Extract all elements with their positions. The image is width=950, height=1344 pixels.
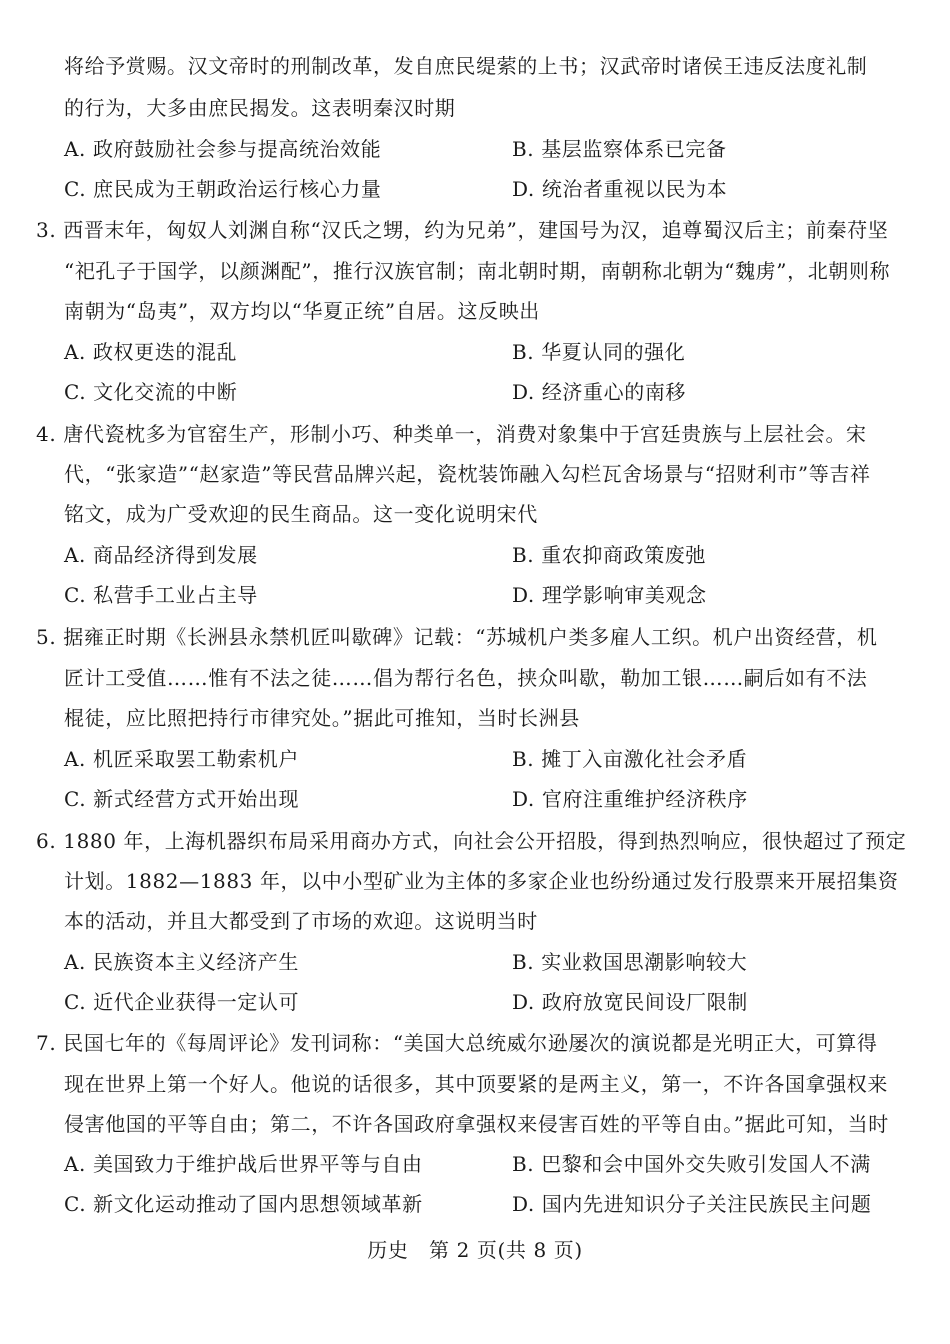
q2-option-a: A. 政府鼓励社会参与提高统治效能 bbox=[64, 137, 382, 161]
q5-option-a: A. 机匠采取罢工勒索机户 bbox=[64, 747, 299, 771]
q5-option-c: C. 新式经营方式开始出现 bbox=[64, 787, 300, 811]
q2-option-b: B. 基层监察体系已完备 bbox=[512, 137, 727, 161]
q2-option-d: D. 统治者重视以民为本 bbox=[512, 177, 728, 201]
q4-text-line-3: 铭文，成为广受欢迎的民生商品。这一变化说明宋代 bbox=[64, 502, 538, 526]
q7-option-d: D. 国内先进知识分子关注民族民主问题 bbox=[512, 1192, 872, 1216]
q2-option-c: C. 庶民成为王朝政治运行核心力量 bbox=[64, 177, 382, 201]
q3-option-c: C. 文化交流的中断 bbox=[64, 380, 238, 404]
q6-option-d: D. 政府放宽民间设厂限制 bbox=[512, 990, 748, 1014]
q7-option-b: B. 巴黎和会中国外交失败引发国人不满 bbox=[512, 1152, 871, 1176]
q4-option-b: B. 重农抑商政策废弛 bbox=[512, 543, 707, 567]
page-footer: 历史 第 2 页(共 8 页) bbox=[367, 1238, 583, 1262]
q5-text-line-2: 匠计工受值……惟有不法之徒……倡为帮行名色，挟众叫歇，勒加工银……嗣后如有不法 bbox=[64, 666, 868, 690]
q4-option-d: D. 理学影响审美观念 bbox=[512, 583, 707, 607]
q3-option-b: B. 华夏认同的强化 bbox=[512, 340, 686, 364]
q3-text-line-2: “祀孔子于国学，以颜渊配”，推行汉族官制；南北朝时期，南朝称北朝为“魏虏”，北朝则称 bbox=[64, 259, 891, 283]
q3-option-d: D. 经济重心的南移 bbox=[512, 380, 687, 404]
q4-option-c: C. 私营手工业占主导 bbox=[64, 583, 258, 607]
q7-text-line-1: 7. 民国七年的《每周评论》发刊词称：“美国大总统威尔逊屡次的演说都是光明正大，可算得 bbox=[36, 1031, 878, 1055]
q3-option-a: A. 政权更迭的混乱 bbox=[64, 340, 238, 364]
q4-option-a: A. 商品经济得到发展 bbox=[64, 543, 258, 567]
q7-option-a: A. 美国致力于维护战后世界平等与自由 bbox=[64, 1152, 423, 1176]
q3-text-line-3: 南朝为“岛夷”，双方均以“华夏正统”自居。这反映出 bbox=[64, 299, 540, 323]
q6-option-b: B. 实业救国思潮影响较大 bbox=[512, 950, 748, 974]
q6-text-line-2: 计划。1882—1883 年，以中小型矿业为主体的多家企业也纷纷通过发行股票来开展招集资 bbox=[64, 869, 899, 893]
q4-text-line-2: 代，“张家造”“赵家造”等民营品牌兴起，瓷枕装饰融入勾栏瓦舍场景与“招财利市”等吉祥 bbox=[64, 462, 871, 486]
q2-text-line-1: 将给予赏赐。汉文帝时的刑制改革，发自庶民缇萦的上书；汉武帝时诸侯王违反法度礼制 bbox=[64, 54, 868, 78]
q6-text-line-3: 本的活动，并且大都受到了市场的欢迎。这说明当时 bbox=[64, 909, 538, 933]
q3-text-line-1: 3. 西晋末年，匈奴人刘渊自称“汉氏之甥，约为兄弟”，建国号为汉，追尊蜀汉后主；前秦苻坚 bbox=[36, 218, 889, 242]
q5-text-line-3: 棍徒，应比照把持行市律究处。”据此可推知，当时长洲县 bbox=[64, 706, 580, 730]
q6-option-a: A. 民族资本主义经济产生 bbox=[64, 950, 299, 974]
q5-option-b: B. 摊丁入亩激化社会矛盾 bbox=[512, 747, 748, 771]
q7-option-c: C. 新文化运动推动了国内思想领域革新 bbox=[64, 1192, 423, 1216]
q5-option-d: D. 官府注重维护经济秩序 bbox=[512, 787, 748, 811]
q5-text-line-1: 5. 据雍正时期《长洲县永禁机匠叫歇碑》记载：“苏城机户类多雇人工织。机户出资经营，机 bbox=[36, 625, 878, 649]
q4-text-line-1: 4. 唐代瓷枕多为官窑生产，形制小巧、种类单一，消费对象集中于宫廷贵族与上层社会。宋 bbox=[36, 422, 867, 446]
q6-option-c: C. 近代企业获得一定认可 bbox=[64, 990, 300, 1014]
q7-text-line-3: 侵害他国的平等自由；第二，不许各国政府拿强权来侵害百姓的平等自由。”据此可知，当时 bbox=[64, 1112, 889, 1136]
q6-text-line-1: 6. 1880 年，上海机器织布局采用商办方式，向社会公开招股，得到热烈响应，很快超过了预定 bbox=[36, 829, 907, 853]
q7-text-line-2: 现在世界上第一个好人。他说的话很多，其中顶要紧的是两主义，第一，不许各国拿强权来 bbox=[64, 1072, 888, 1096]
q2-text-line-2: 的行为，大多由庶民揭发。这表明秦汉时期 bbox=[64, 96, 456, 120]
